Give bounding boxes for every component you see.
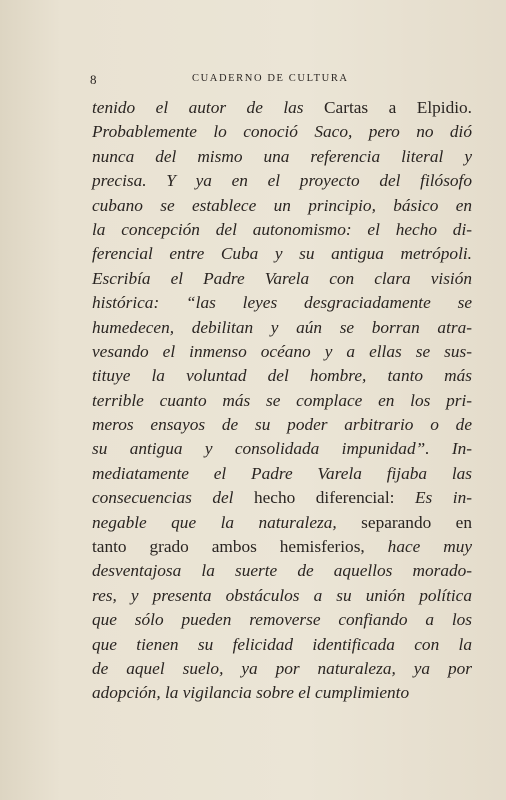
upright-text-run: separando en	[361, 512, 472, 532]
italic-text-run: meros ensayos de su poder arbitrario o de	[92, 415, 472, 435]
italic-text-run: tenido el autor de las	[92, 98, 324, 117]
text-line	[92, 559, 472, 583]
italic-text-run: humedecen, debilitan y aún se borran atra-	[92, 317, 472, 337]
italic-text-run: Probablemente lo conoció Saco, pero no dió	[92, 122, 472, 142]
upright-text-run: tanto grado ambos hemisferios,	[92, 537, 388, 557]
text-line	[92, 96, 472, 120]
italic-text-run: terrible cuanto más se complace en los pri-	[92, 390, 472, 410]
page-number: 8	[90, 72, 97, 87]
upright-text-run: hecho diferencial:	[253, 488, 395, 508]
text-line	[92, 145, 472, 169]
italic-text-run: res, y presenta obstáculos a su unión política	[92, 585, 472, 605]
text-line	[92, 389, 472, 413]
text-line	[92, 120, 472, 144]
italic-text-run: nunca del mismo una referencia literal y	[92, 146, 472, 166]
italic-text-run: hace muy	[387, 537, 473, 557]
text-line	[92, 633, 472, 657]
italic-text-run: desventajosa la suerte de aquellos morado-	[92, 561, 472, 581]
text-line	[92, 462, 472, 486]
text-line	[92, 169, 472, 193]
italic-text-run: negable que la naturaleza,	[92, 512, 362, 532]
italic-text-run: mediatamente el Padre Varela fijaba las	[92, 463, 472, 483]
italic-text-run: tituye la voluntad del hombre, tanto más	[92, 366, 472, 386]
text-line	[92, 291, 472, 315]
text-line	[92, 340, 472, 364]
italic-text-run: vesando el inmenso océano y a ellas se sus-	[92, 341, 472, 361]
text-line	[92, 194, 472, 218]
text-line	[92, 681, 472, 705]
italic-text-run: de aquel suelo, ya por naturaleza, ya por	[92, 658, 472, 678]
text-line	[92, 486, 472, 510]
italic-text-run: precisa. Y ya en el proyecto del filósofo	[92, 171, 472, 191]
italic-text-run: histórica: “las leyes desgraciadamente se	[92, 293, 472, 313]
text-line	[92, 608, 472, 632]
italic-text-run: que tienen su felicidad identificada con la	[92, 634, 472, 654]
text-line	[92, 584, 472, 608]
italic-text-run: que sólo pueden removerse confiando a los	[92, 610, 472, 630]
italic-text-run: Escribía el Padre Varela con clara visión	[92, 268, 472, 288]
italic-text-run: su antigua y consolidada impunidad”. In-	[92, 439, 472, 459]
italic-text-run: ferencial entre Cuba y su antigua metrópoli.	[92, 244, 472, 264]
text-line	[92, 364, 472, 388]
italic-text-run: cubano se establece un principio, básico en	[92, 195, 472, 215]
text-line	[92, 511, 472, 535]
running-head: CUADERNO DE CULTURA	[192, 73, 349, 84]
text-line	[92, 657, 472, 681]
text-line	[92, 242, 472, 266]
text-line	[92, 535, 472, 559]
text-line	[92, 218, 472, 242]
text-line	[92, 267, 472, 291]
upright-text-run: Cartas a Elpidio.	[324, 98, 472, 117]
text-line	[92, 437, 472, 461]
italic-text-run: adopción, la vigilancia sobre el cumplimiento	[92, 683, 410, 703]
body-text	[92, 96, 472, 706]
italic-text-run: consecuencias del	[92, 488, 254, 508]
text-line	[92, 316, 472, 340]
text-line	[92, 413, 472, 437]
italic-text-run: la concepción del autonomismo: el hecho di-	[92, 219, 472, 239]
italic-text-run: Es in-	[394, 488, 473, 508]
page-header	[88, 72, 466, 86]
